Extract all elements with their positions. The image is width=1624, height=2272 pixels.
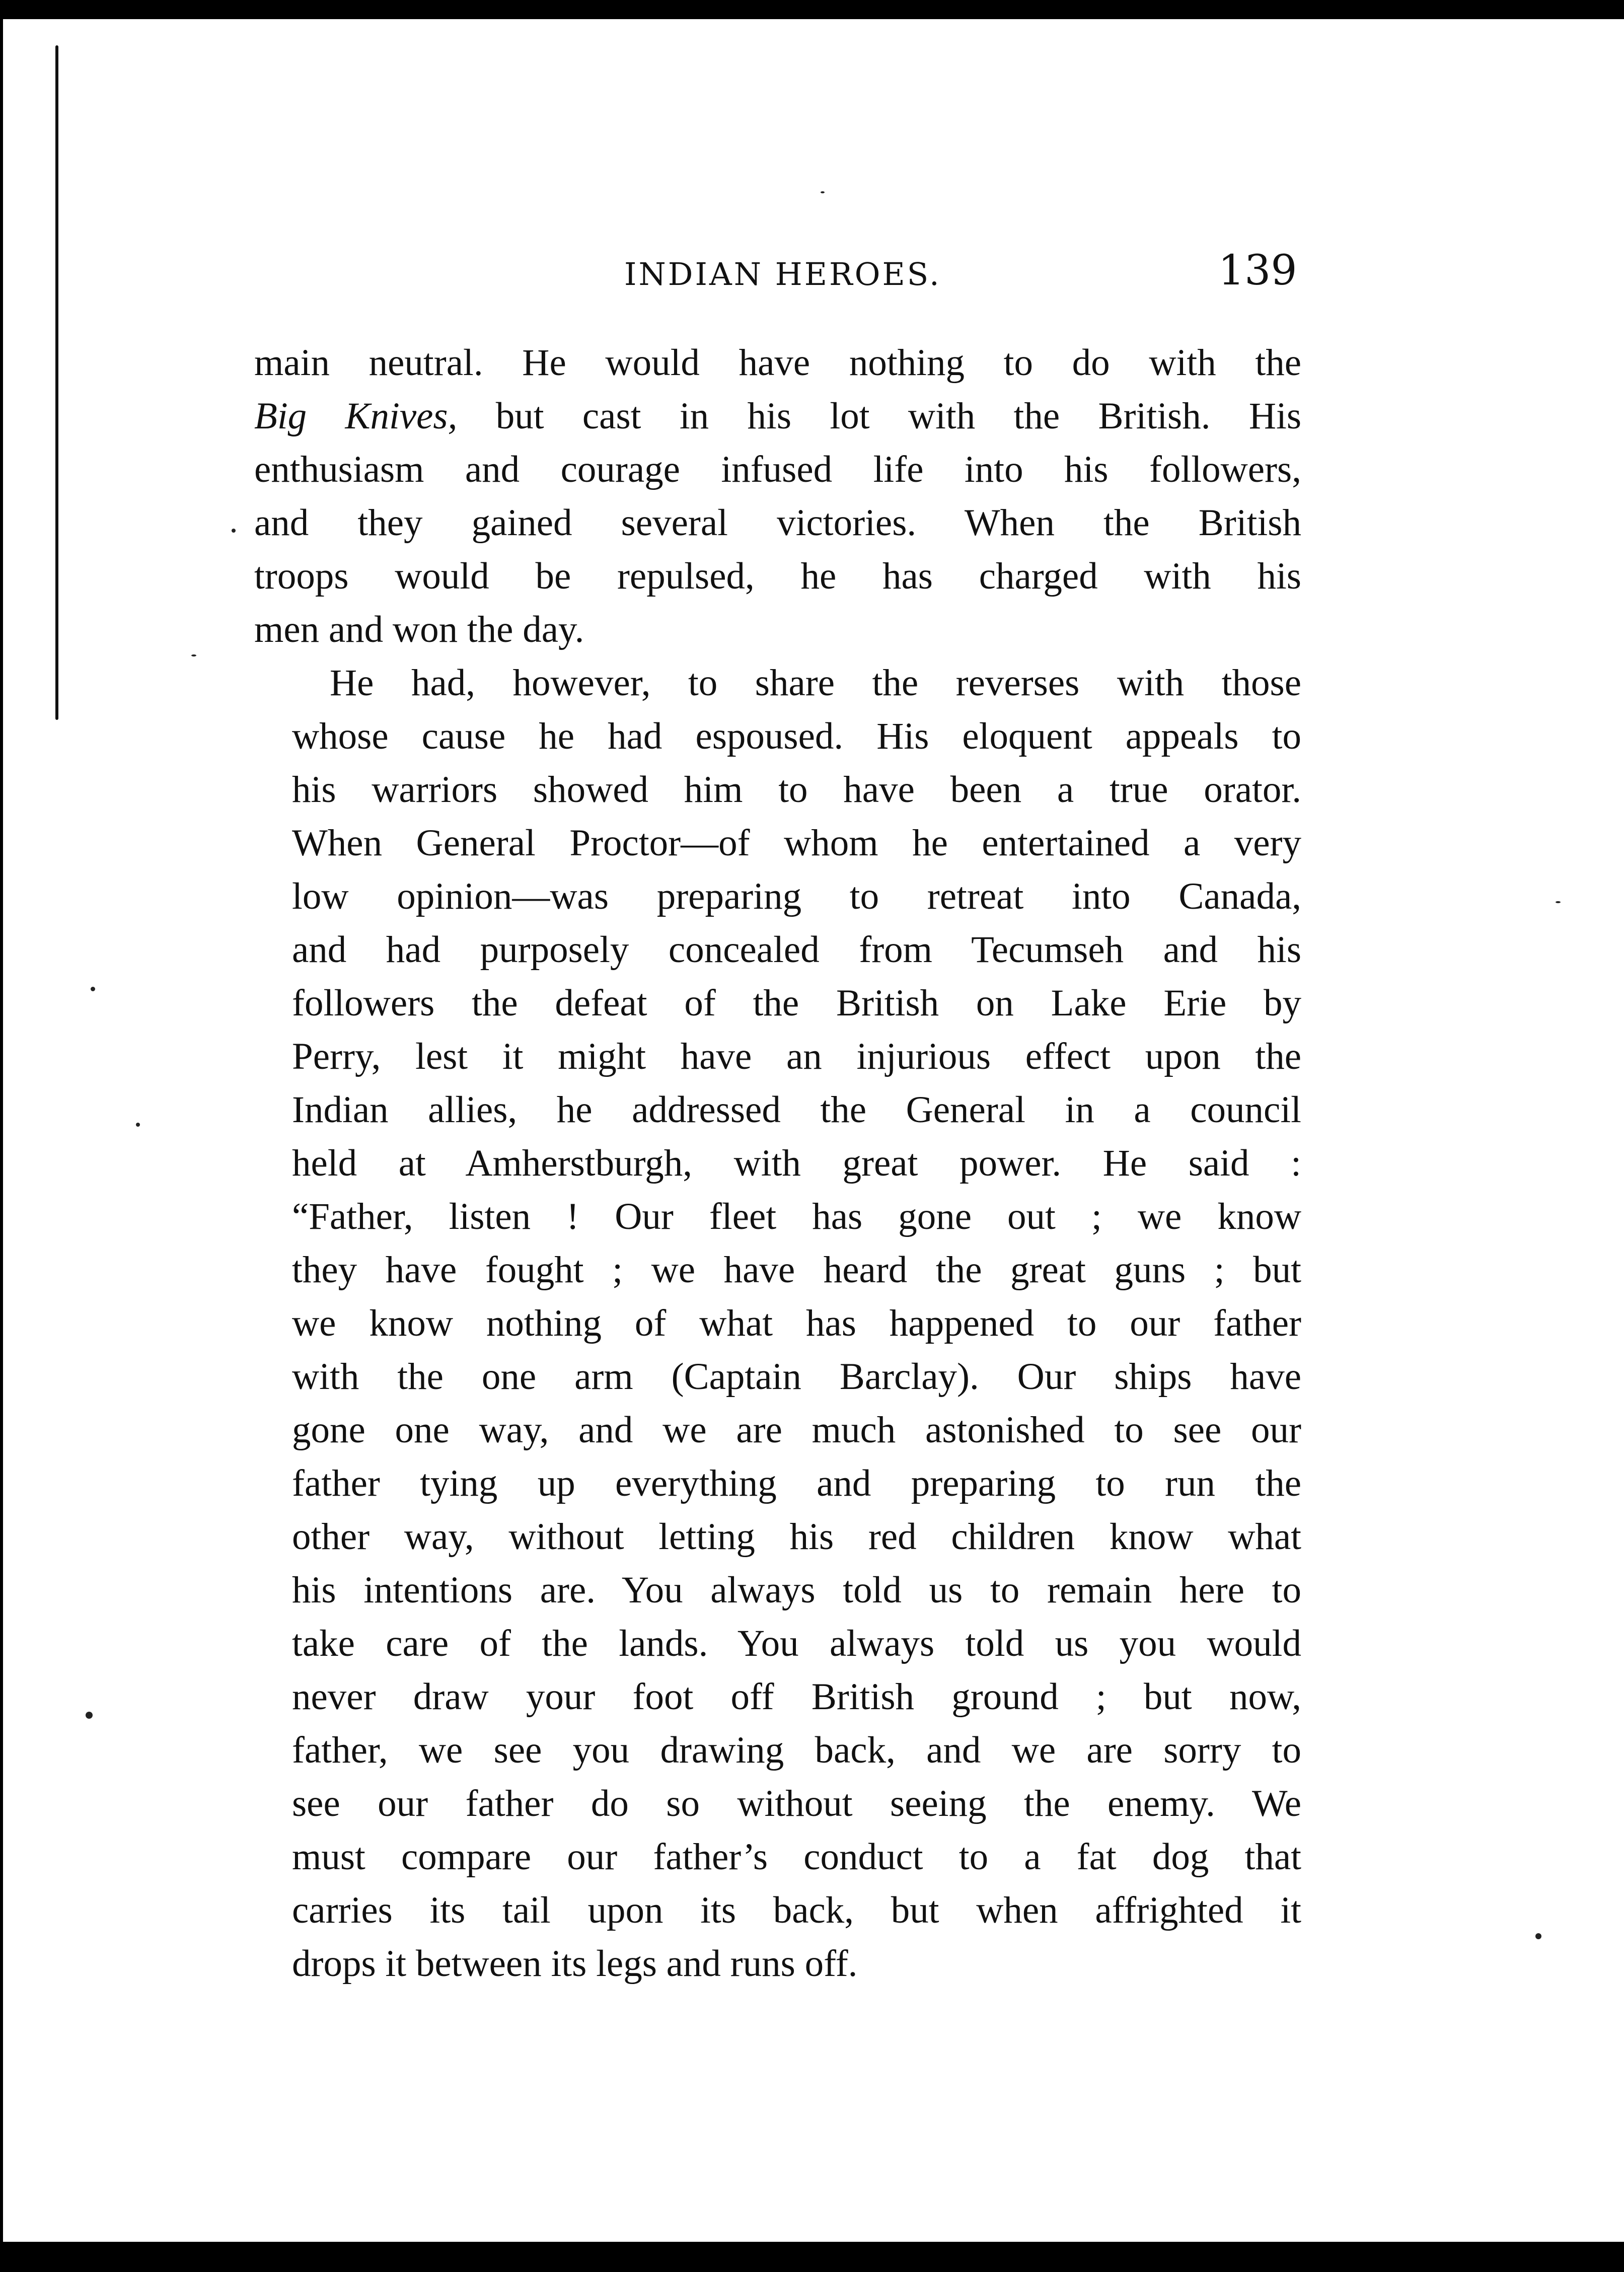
text-line (254, 656, 1301, 710)
text-run: we know nothing of what has happened to our father (292, 1302, 1301, 1344)
text-line (254, 1083, 1301, 1137)
text-run: “Father, listen ! Our fleet has gone out ; we know (292, 1196, 1301, 1237)
italic-run: Big Knives, (254, 395, 458, 437)
text-line (254, 550, 1301, 603)
text-run: other way, without letting his red children know what (292, 1516, 1301, 1558)
text-line (254, 1243, 1301, 1297)
text-run: see our father do so without seeing the enemy. We (292, 1783, 1301, 1824)
text-run: held at Amherstburgh, with great power. He said : (292, 1142, 1301, 1184)
text-line (254, 1510, 1301, 1564)
text-run: troops would be repulsed, he has charged with his (254, 555, 1301, 597)
scan-speck (191, 654, 196, 656)
scan-speck (136, 1123, 140, 1127)
text-run: with the one arm (Captain Barclay). Our ships have (292, 1356, 1301, 1398)
text-run: He had, however, to share the reverses with those (330, 662, 1301, 704)
paragraph (254, 656, 1301, 1991)
text-line (254, 1457, 1301, 1510)
text-line (254, 443, 1301, 496)
scan-border-bottom (0, 2242, 1624, 2272)
text-line (254, 1830, 1301, 1884)
text-line (254, 1724, 1301, 1777)
scan-border-left (0, 0, 3, 2272)
scan-speck (86, 1712, 93, 1719)
text-line (254, 1777, 1301, 1830)
text-run: but cast in his lot with the British. His (457, 395, 1302, 437)
text-line (254, 763, 1301, 817)
text-line (254, 1884, 1301, 1937)
text-run: and had purposely concealed from Tecumseh and his (292, 929, 1301, 971)
text-line (254, 1030, 1301, 1083)
text-line (254, 496, 1301, 550)
text-run: his intentions are. You always told us to remain here to (292, 1569, 1301, 1611)
text-run: enthusiasm and courage infused life into his followers, (254, 449, 1301, 490)
text-run: gone one way, and we are much astonished to see our (292, 1409, 1301, 1451)
text-run: carries its tail upon its back, but when affrighted it (292, 1889, 1301, 1931)
binding-shadow (55, 45, 58, 720)
text-run: never draw your foot off British ground ; but now, (292, 1676, 1301, 1718)
text-line (254, 1617, 1301, 1670)
text-line (254, 1670, 1301, 1724)
text-run: men and won the day. (254, 609, 584, 650)
text-run: followers the defeat of the British on Lake Erie by (292, 982, 1301, 1024)
text-run: must compare our father’s conduct to a fat dog that (292, 1836, 1301, 1878)
text-run: his warriors showed him to have been a true orator. (292, 769, 1301, 811)
text-run: father tying up everything and preparing to run the (292, 1462, 1301, 1504)
text-run: and they gained several victories. When the British (254, 502, 1301, 544)
text-run: they have fought ; we have heard the great guns ; but (292, 1249, 1301, 1291)
paragraph (254, 336, 1301, 656)
text-run: low opinion—was preparing to retreat into Canada, (292, 875, 1301, 917)
text-line (254, 1137, 1301, 1190)
scan-speck (232, 529, 236, 533)
text-run: When General Proctor—of whom he entertained a very (292, 822, 1301, 864)
text-line (254, 710, 1301, 763)
text-line (254, 1937, 1301, 1991)
text-line (254, 1190, 1301, 1243)
text-line (254, 336, 1301, 390)
text-line (254, 1564, 1301, 1617)
text-run: Perry, lest it might have an injurious effect upon the (292, 1036, 1301, 1077)
text-run: father, we see you drawing back, and we are sorry to (292, 1729, 1301, 1771)
text-run: Indian allies, he addressed the General in a council (292, 1089, 1301, 1131)
text-line (254, 870, 1301, 923)
text-line (254, 390, 1301, 443)
text-line (254, 1350, 1301, 1404)
scan-speck (1535, 1933, 1541, 1939)
scan-speck (91, 987, 95, 991)
text-line (254, 923, 1301, 977)
text-line (254, 603, 1301, 656)
text-run: drops it between its legs and runs off. (292, 1943, 858, 1985)
running-title: INDIAN HEROES. (624, 256, 941, 292)
text-run: whose cause he had espoused. His eloquent appeals to (292, 715, 1301, 757)
text-line (254, 977, 1301, 1030)
text-run: take care of the lands. You always told us you would (292, 1623, 1301, 1664)
text-run: main neutral. He would have nothing to do with the (254, 342, 1301, 384)
scan-speck (1556, 901, 1561, 903)
page-number: 139 (1218, 247, 1297, 295)
scan-speck (821, 191, 825, 193)
scan-border-top (0, 0, 1624, 19)
body-text (254, 336, 1301, 1991)
text-line (254, 1297, 1301, 1350)
text-line (254, 1404, 1301, 1457)
text-line (254, 817, 1301, 870)
running-head (0, 247, 1624, 302)
